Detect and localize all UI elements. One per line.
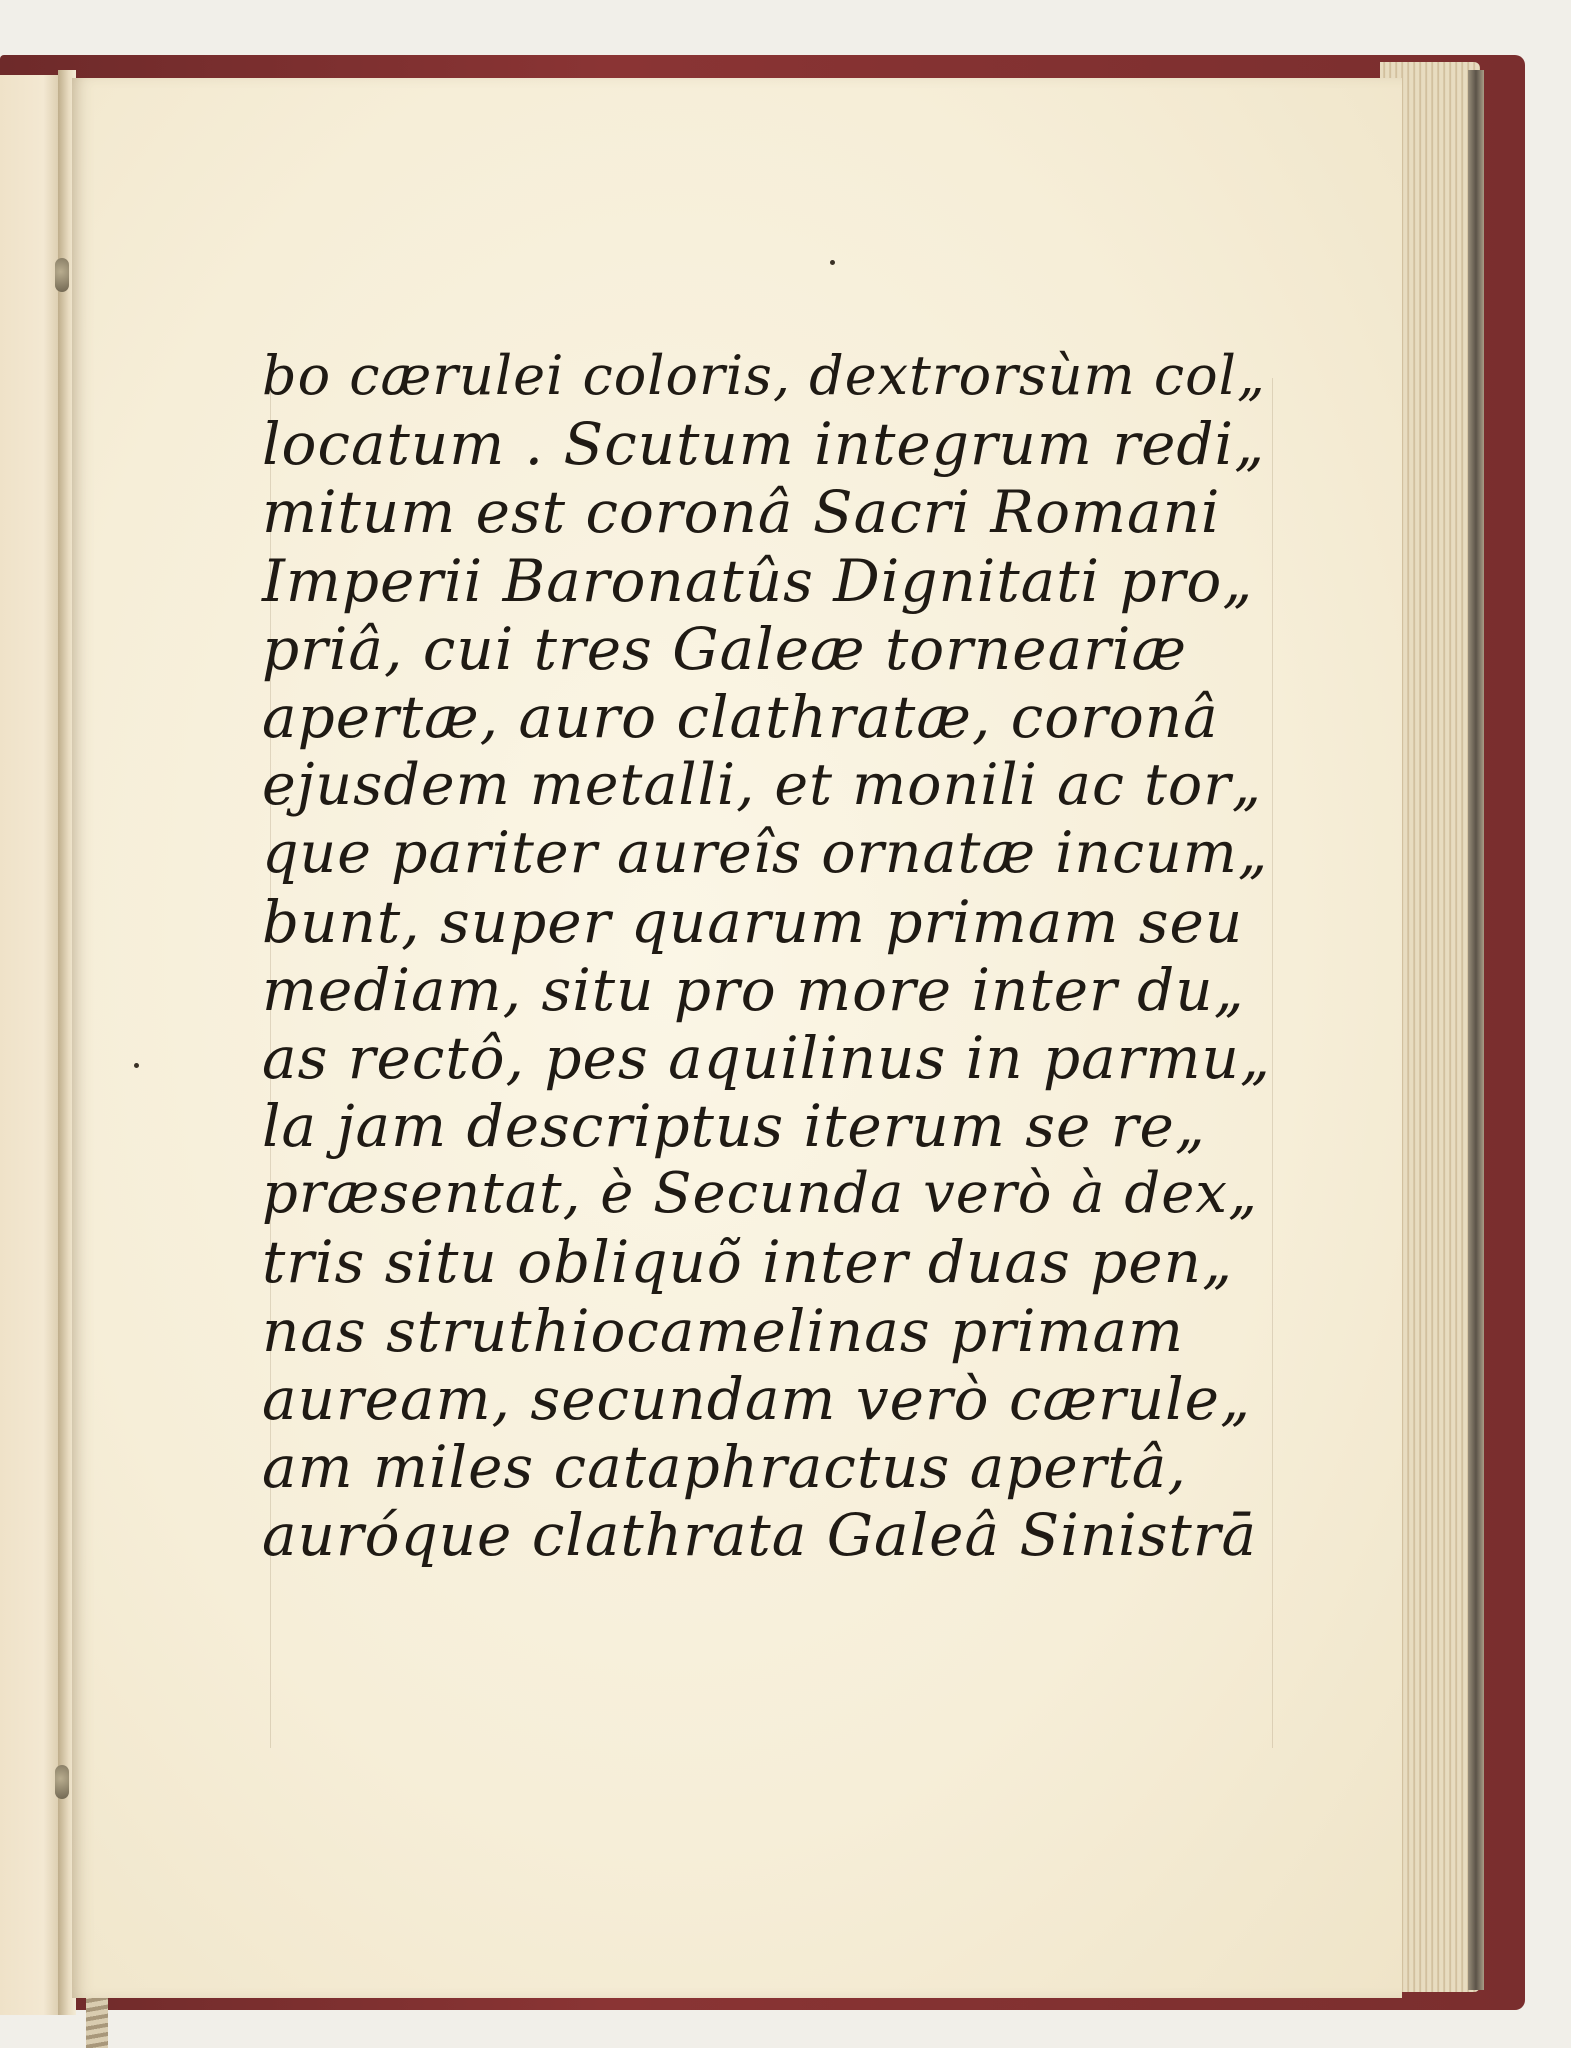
text-line: que pariter aureîs ornatæ incum„ — [262, 820, 1269, 887]
text-line: bunt, super quarum primam seu — [262, 887, 1244, 956]
text-line: nas struthiocamelinas primam — [262, 1296, 1185, 1365]
text-line: apertæ, auro clathratæ, coronâ — [262, 682, 1219, 751]
text-line: as rectô, pes aquilinus in parmu„ — [262, 1023, 1271, 1092]
text-line: la jam descriptus iterum se re„ — [262, 1092, 1206, 1161]
edge-band — [1468, 70, 1484, 1990]
binding-stitch — [55, 1765, 69, 1799]
binding-stitch — [55, 258, 69, 292]
ruling-line-right — [1272, 378, 1273, 1748]
text-line: mediam, situ pro more inter du„ — [262, 955, 1245, 1024]
text-line: am miles cataphractus apertâ, — [262, 1433, 1187, 1501]
text-line: priâ, cui tres Galeæ torneariæ — [262, 614, 1187, 683]
text-line: auróque clathrata Galeâ Sinistrā — [262, 1501, 1258, 1570]
manuscript-text — [262, 342, 1272, 1569]
text-line: bo cærulei coloris, dextrorsùm col„ — [262, 344, 1266, 407]
text-line: tris situ obliquõ inter duas pen„ — [262, 1228, 1233, 1297]
text-line: ejusdem metalli, et monili ac tor„ — [262, 752, 1263, 819]
ink-speck — [830, 260, 835, 265]
ink-speck — [134, 1063, 139, 1068]
text-line: Imperii Baronatûs Dignitati pro„ — [262, 546, 1254, 615]
left-facing-page — [0, 75, 62, 2015]
text-line: locatum . Scutum integrum redi„ — [262, 410, 1266, 479]
text-line: auream, secundam verò cærule„ — [262, 1364, 1252, 1433]
text-line: mitum est coronâ Sacri Romani — [262, 478, 1221, 547]
text-line: præsentat, è Secunda verò à dex„ — [262, 1161, 1259, 1227]
